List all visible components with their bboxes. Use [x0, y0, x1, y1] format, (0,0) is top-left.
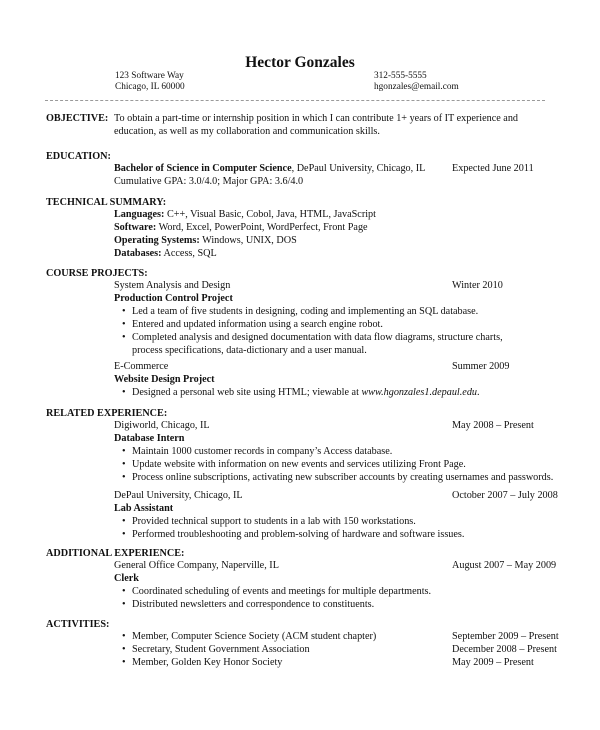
bullet-icon: • [122, 585, 126, 597]
project-item [114, 280, 574, 358]
job-title: Clerk [114, 572, 139, 584]
bullet-icon: • [122, 445, 126, 457]
employer: DePaul University, Chicago, IL [114, 490, 243, 501]
employer: Digiworld, Chicago, IL [114, 420, 210, 431]
website-link[interactable]: www.hgonzales1.depaul.edu [361, 386, 478, 398]
objective-heading: OBJECTIVE: [46, 113, 109, 124]
job-title: Lab Assistant [114, 502, 174, 514]
job-title: Database Intern [114, 432, 185, 444]
activity-date: September 2009 – Present [452, 631, 559, 642]
bullet-icon: • [122, 305, 126, 317]
tech-row-operating-systems: Operating Systems: Windows, UNIX, DOS [114, 234, 297, 246]
education-heading: EDUCATION: [46, 151, 111, 162]
email-address[interactable]: hgonzales@email.com [374, 82, 459, 93]
address-block [115, 71, 185, 93]
bullet-icon: • [122, 656, 126, 668]
school-name: , DePaul University, Chicago, IL [291, 163, 426, 174]
candidate-name: Hector Gonzales [245, 54, 355, 71]
list-item: • Secretary, Student Government Association [122, 643, 310, 655]
phone-number: 312-555-5555 [374, 71, 427, 81]
address-city: Chicago, IL 60000 [115, 82, 185, 93]
technical-block [114, 209, 574, 261]
bullet-icon: • [122, 515, 126, 527]
experience-date: October 2007 – July 2008 [452, 490, 558, 501]
project-course: E-Commerce [114, 361, 169, 372]
list-item: • Member, Computer Science Society (ACM student chapter) [122, 631, 377, 642]
bullet-icon: • [122, 331, 126, 343]
list-item: • Member, Golden Key Honor Society [122, 656, 283, 668]
bullet-icon: • [122, 598, 126, 610]
education-date: Expected June 2011 [452, 163, 534, 174]
tech-row-languages: Languages: C++, Visual Basic, Cobol, Java, HTML, JavaScript [114, 209, 376, 220]
contact-block [374, 71, 459, 93]
list-item: • Entered and updated information using a search engine robot. [122, 318, 383, 330]
related-heading: RELATED EXPERIENCE: [46, 408, 168, 419]
experience-date: August 2007 – May 2009 [452, 560, 557, 571]
tech-row-software: Software: Word, Excel, PowerPoint, WordPerfect, Front Page [114, 221, 368, 233]
tech-row-databases: Databases: Access, SQL [114, 247, 217, 259]
list-item: • Coordinated scheduling of events and meetings for multiple departments. [122, 585, 432, 597]
gpa-text: Cumulative GPA: 3.0/4.0; Major GPA: 3.6/4.0 [114, 175, 304, 187]
project-title: Production Control Project [114, 292, 233, 304]
bullet-icon: • [122, 631, 126, 642]
bullet-icon: • [122, 471, 126, 483]
list-item: • Performed troubleshooting and problem-solving of hardware and software issues. [122, 528, 465, 540]
employer: General Office Company, Naperville, IL [114, 560, 279, 571]
header-divider [45, 100, 545, 101]
list-item: • Designed a personal web site using HTML; viewable at www.hgonzales1.depaul.edu. [122, 386, 480, 398]
technical-heading: TECHNICAL SUMMARY: [46, 197, 167, 208]
bullet-icon: • [122, 318, 126, 330]
degree-name: Bachelor of Science in Computer Science [114, 163, 292, 174]
bullet-icon: • [122, 458, 126, 470]
activities-heading: ACTIVITIES: [46, 619, 110, 630]
additional-heading: ADDITIONAL EXPERIENCE: [46, 548, 185, 559]
objective-text: To obtain a part-time or internship position in which I can contribute 1+ years of IT experience and education, as well as my collaboration and communication skills. [114, 113, 519, 137]
experience-date: May 2008 – Present [452, 420, 534, 431]
bullet-icon: • [122, 386, 126, 398]
list-item: • Led a team of five students in designing, coding and implementing an SQL database. [122, 305, 479, 317]
bullet-icon: • [122, 643, 126, 655]
list-item: • Completed analysis and designed documentation with data flow diagrams, structure charts, process specifications, data-dictionary and a user manual. [122, 331, 503, 356]
list-item: • Maintain 1000 customer records in company’s Access database. [122, 445, 393, 457]
activity-date: December 2008 – Present [452, 644, 557, 655]
list-item: • Distributed newsletters and correspondence to constituents. [122, 598, 375, 610]
list-item: • Provided technical support to students in a lab with 150 workstations. [122, 515, 416, 527]
activity-date: May 2009 – Present [452, 657, 534, 668]
list-item: • Update website with information on new events and services utilizing Front Page. [122, 458, 466, 470]
project-title: Website Design Project [114, 373, 215, 385]
project-date: Summer 2009 [452, 361, 510, 372]
bullet-icon: • [122, 528, 126, 540]
project-course: System Analysis and Design [114, 280, 231, 291]
projects-heading: COURSE PROJECTS: [46, 268, 148, 279]
project-date: Winter 2010 [452, 280, 503, 291]
address-street: 123 Software Way [115, 71, 184, 81]
list-item: • Process online subscriptions, activating new subscriber accounts by creating usernames and passwords. [122, 471, 554, 483]
